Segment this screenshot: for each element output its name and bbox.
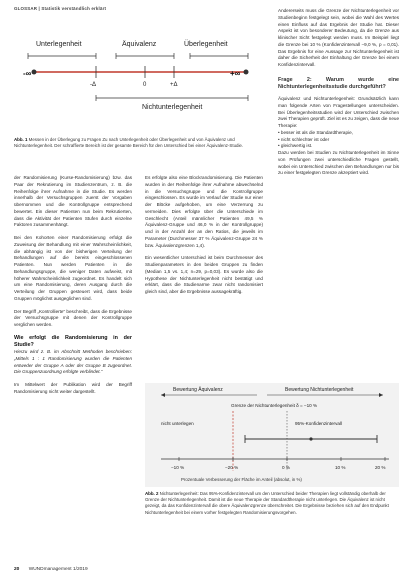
col3-bullet: • gleichwertig ist. — [278, 143, 313, 149]
col1-paragraph: Bei den Kohorten einer Randomisierung erfolgt die Zuweisung der Behandlung mit einer Wahrscheinlichkeit, die abhängig ist von der bisherigen Verteilung der Behandlungen auf die bereits eingeschlossenen Patienten. Nun werden Patienten in die Behandlungsgruppe, die weniger Daten aufweist, mit höherer Wahrscheinlichkeit zugeordnet. Es handelt sich um eine Randomisierung, deren Ausgang durch die Verteilung der Gruppen gesteuert wird, dass beide Gruppen möglichst ausgeglichen sind. — [14, 235, 132, 301]
column-3 — [278, 8, 399, 177]
page-number: 20 — [14, 567, 20, 572]
col3-paragraph: Dazu werden bei Studien zu Nichtunterlegenheit im Sinne von Prüfungen zwei unterschiedliche Fragen gestellt, wobei ein Unterschied zwischen den Behandlungen nur bis zu einer festgelegten Grenze akzeptiert wird. — [278, 150, 399, 176]
col3-paragraph: Andererseits muss die Grenze der Nichtunterlegenheit vor Studienbeginn festgelegt sein, wobei die Wahl des Wertes einen Einfluss auf das Ergebnis der Studie hat. Dieser Aspekt ist von besonderer Bedeutung, da die Grenze aus klinischer Sicht festgelegt werden muss. Im Beispiel liegt die Grenze bei 10 % (Konfidenzintervall −9,0 %, p = 0,01). Das Ergebnis für eine Aussage zur Nichtunterlegenheit ist daher die Sicherheit der Einhaltung der Grenze bei einem Konfidenzintervall. — [278, 8, 399, 67]
col3-paragraph: Äquivalenz und Nichtunterlegenheit: Grundsätzlich kann man folgende Arten von Fragestellungen unterscheiden. Bei Überlegenheitsstudien wird der Unterschied zwischen zwei Therapien geprüft. Ziel ist es zu zeigen, dass die neue Therapie: — [278, 96, 399, 129]
label-unterlegenheit: Unterlegenheit — [36, 41, 82, 48]
delta-right-label: +Δ — [170, 82, 178, 88]
col1-paragraph: Im Mittelwert der Publikation wird der Begriff Randomisierung nicht weiter dargestellt. — [14, 382, 132, 394]
figure-1-caption — [14, 137, 262, 149]
figure-1-svg — [14, 16, 256, 134]
tick-label: 20 % — [375, 465, 386, 470]
zero-label: 0 — [143, 82, 147, 88]
plus-infinity-marker — [244, 70, 249, 75]
figure-1-caption-label: Abb. 1 — [14, 137, 28, 142]
label-bewertung-aequivalenz: Bewertung Äquivalenz — [173, 387, 223, 393]
col2-paragraph: Es erfolgte also eine Blockrandomisierung. Die Patienten wurden in der Reihenfolge ihrer Aufnahme abwechselnd in die Versuchsgruppe und die Kontrollgruppe eingeschlossen. Es wurde im Verlauf der Studie nur einer der Blöcke aufgehoben, um eine Verzerrung zu vermeiden. Dies erfolgte über die Unterschiede im Geschlecht (Anteil männlicher Patienten 49,5 % Äquivalenz-Gruppe und 46,0 % in der Kontrollgruppe) und in der Anzahl der an den Ratios, die jeweils im Parameter (Durchmesser 37 % Äquivalenz-Gruppe 24 % bzw. Äquivalenzgrenzen 1,4). — [145, 175, 263, 248]
point-estimate — [309, 437, 312, 440]
col2-paragraph: Ein wesentlicher Unterschied ist beim Durchmesser des Studienparameters in den beiden Gruppen zu finden (Median 1,5 vs. 1,4; n=29, p=0,03). Es wurde also die Hypothese der Nichtunterlegenheit nicht bestätigt und erklärt, dass die Studienarme zwar nicht randomisiert gleich sind, aber die Ergebnisse aussagekräftig. — [145, 255, 263, 294]
column-1 — [14, 175, 132, 396]
col3-subheading: Frage 2: Warum wurde eine Nichtunterlegenheitsstudie durchgeführt? — [278, 76, 399, 90]
page-footer — [14, 567, 88, 572]
tick-label: −20 % — [225, 465, 239, 470]
figure-1-diagram — [14, 16, 256, 134]
col3-bullet: • nicht schlechter ist oder — [278, 136, 330, 142]
delta-left-label: -Δ — [90, 82, 97, 88]
label-nichtunterlegenheit: Nichtunterlegenheit — [142, 104, 203, 111]
tick-label: −10 % — [171, 465, 185, 470]
not-inferior-label: nicht unterlegen — [161, 421, 194, 426]
label-ueberlegenheit: Überlegenheit — [184, 41, 228, 48]
minus-infinity-label: -∞ — [23, 69, 32, 78]
figure-2-caption-label: Abb. 2 — [145, 491, 159, 496]
plus-infinity-label: +∞ — [230, 69, 241, 78]
col1-subheading: Wie erfolgt die Randomisierung in der Studie? — [14, 334, 132, 348]
col1-quote: Hierzu wird z. B. im Abschnitt Methoden beschrieben: „Mittels 1 : 1 Randomisierung wurden die Patienten entweder der Gruppe A oder der Gruppe B zugeordnet. Die Gruppenzuordnung erfolgte verblindet.“ — [14, 349, 132, 375]
col3-bullet: • besser ist als die Standardtherapie, — [278, 129, 353, 135]
column-2 — [145, 175, 263, 296]
col1-paragraph: der Randomisierung (Kurse-Randomisierung) bzw. das Paar der Rekrutierung im Studienzentrum, z. B. die Reihenfolge ihrer Aufnahme in die Studie. Es werden innerhalb der Versuchsgruppen zuerst der Vorgaben übernommen und die Kontrollgruppe entsprechend bewertet. Ein dieser Patienten nun beim Rekrutierten, dass die Aktivität der Patienten Stufen durch einzelne Faktoren zusammenhängt. — [14, 175, 132, 228]
label-aequivalenz: Äquivalenz — [122, 41, 157, 48]
figure-2-diagram — [145, 383, 399, 487]
tick-label: 0 % — [282, 465, 290, 470]
running-header: GLOSSAR | Statistik verständlich erklärt — [14, 6, 107, 11]
minus-infinity-marker — [32, 70, 37, 75]
figure-2-svg — [145, 383, 399, 487]
ci-label: 95%-Konfidenzintervall — [295, 421, 342, 426]
figure-1-caption-text: Messen in der Überlegung zu Fragen Zu nach Unterlegenheit oder Überlegenheit und von Äquivalenz und Nichtunterlegenheit. Der schraffierte Bereich ist der gesamte Bereich für den Unterschied bei einer Äquivalenz-Studie. — [14, 137, 244, 149]
label-bewertung-nichtunterlegenheit: Bewertung Nichtunterlegenheit — [285, 387, 354, 393]
col1-paragraph: Der Begriff „Kontrollierte“ beschreibt, dass die Ergebnisse der Versuchsgruppe mit denen der Kontrollgruppe verglichen werden. — [14, 308, 132, 327]
figure-2-caption-text: Nichtunterlegenheit: Das 95%-Konfidenzintervall um den Unterschied beider Therapien liegt vollständig oberhalb der Grenze der Nichtunterlegenheit. Damit ist die neue Therapie der Standardtherapie nicht unterlegen. Die Äquivalenz ist nicht gezeigt, da das Konfidenzintervall die obere Äquivalenzgrenze überschreitet. Die Ergebnisse beziehen sich auf den Endpunkt Nichtunterlegenheit bei einem vorher festgelegten Randomisierungsvorgehen. — [145, 491, 389, 515]
x-axis-label: Prozentuale Verbesserung der Fläche im Anteil (absolut, in %) — [181, 477, 302, 482]
journal-name: WUNDmanagement 1/2019 — [28, 567, 88, 572]
threshold-label: Grenze der Nichtunterlegenheit δ = −10 % — [231, 403, 318, 408]
tick-label: 10 % — [335, 465, 346, 470]
figure-2-caption — [145, 491, 399, 516]
